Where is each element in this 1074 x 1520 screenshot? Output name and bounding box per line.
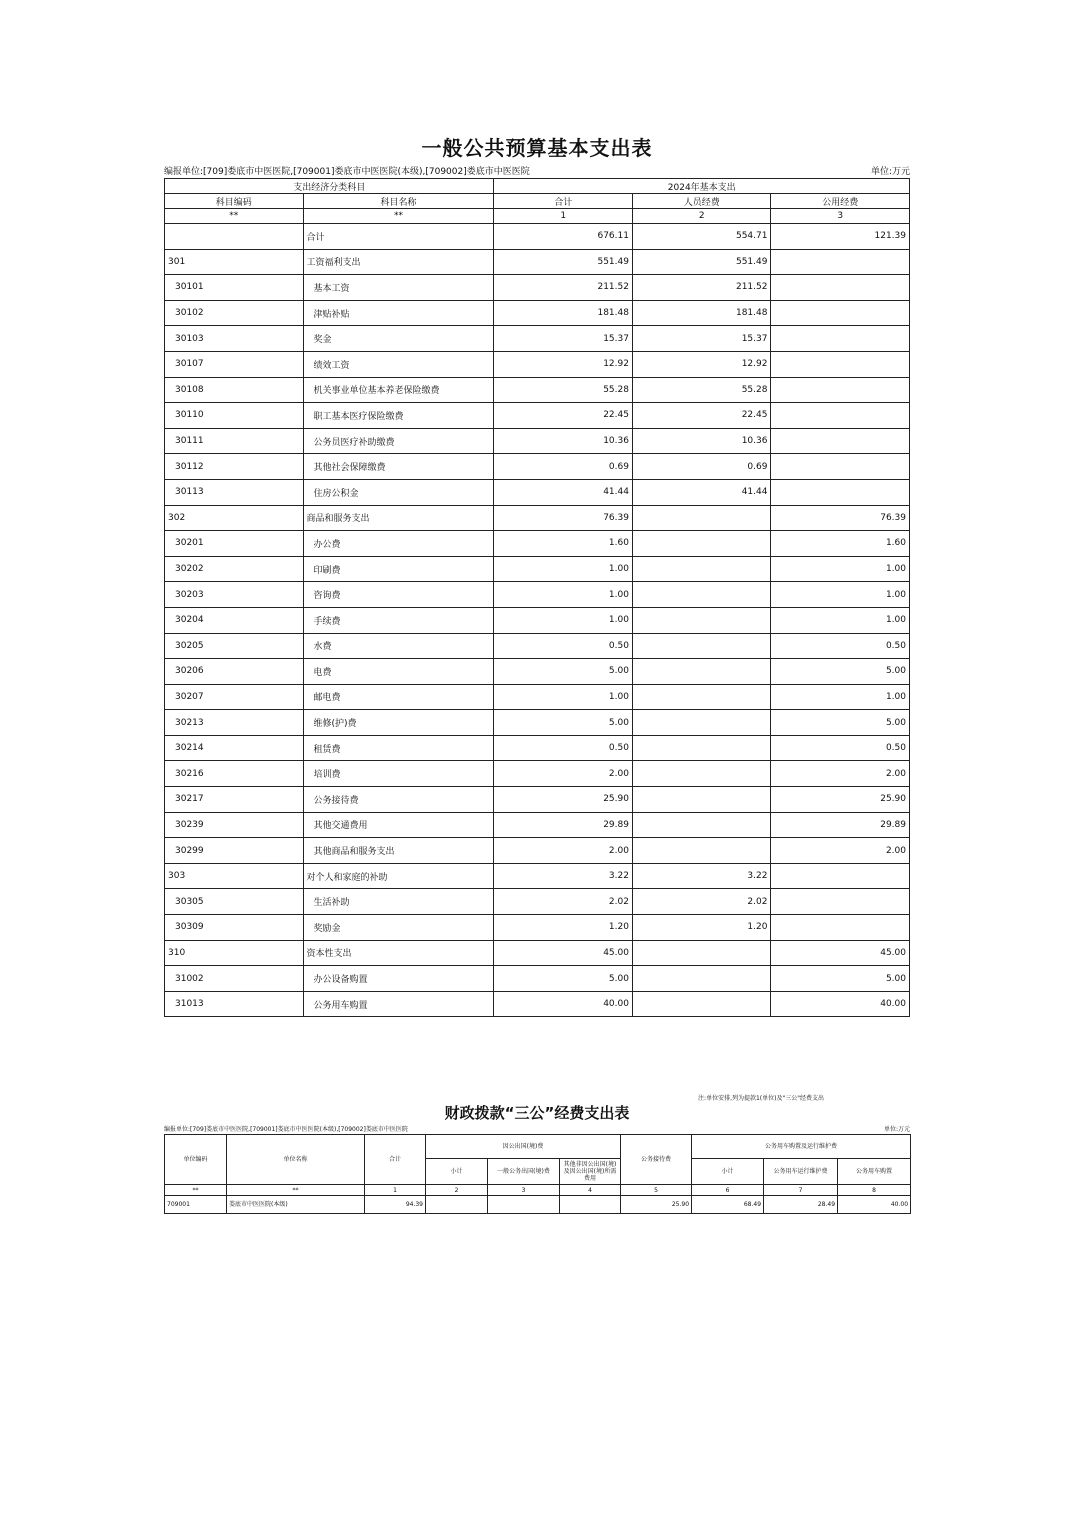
row-public: 1.00 xyxy=(771,582,910,608)
t2-row-vehicle-buy: 40.00 xyxy=(838,1196,911,1214)
row-personnel: 2.02 xyxy=(632,889,771,915)
table-row xyxy=(165,684,910,710)
row-code: 30216 xyxy=(165,761,304,787)
row-name: 其他商品和服务支出 xyxy=(303,838,494,864)
t2-index-cell: 6 xyxy=(692,1185,764,1196)
table-row xyxy=(165,787,910,813)
row-total: 29.89 xyxy=(494,812,633,838)
header-name: 科目名称 xyxy=(303,194,494,209)
t2-row-abroad-sub xyxy=(426,1196,488,1214)
row-total: 45.00 xyxy=(494,940,633,966)
table-row xyxy=(165,351,910,377)
budget-table-title: 一般公共预算基本支出表 xyxy=(421,136,653,160)
t2-header-code: 单位编码 xyxy=(165,1135,227,1185)
total-amount: 676.11 xyxy=(494,224,633,250)
table-row xyxy=(165,915,910,941)
row-public xyxy=(771,326,910,352)
table-row xyxy=(165,607,910,633)
row-code: 30110 xyxy=(165,403,304,429)
header-total: 合计 xyxy=(494,194,633,209)
row-public: 29.89 xyxy=(771,812,910,838)
row-name: 其他交通费用 xyxy=(303,812,494,838)
header-code: 科目编码 xyxy=(165,194,304,209)
t2-header-abroad-other: 其他非因公出国(境)及因公出国(境)所需费用 xyxy=(560,1159,621,1185)
table-row xyxy=(165,582,910,608)
row-personnel: 3.22 xyxy=(632,863,771,889)
row-total: 211.52 xyxy=(494,275,633,301)
row-public xyxy=(771,454,910,480)
reporting-unit-label: 编报单位:[709]娄底市中医医院,[709001]娄底市中医医院(本级),[709002]娄底市中医医院 xyxy=(164,167,530,177)
t2-index-cell: 3 xyxy=(488,1185,560,1196)
row-personnel xyxy=(632,684,771,710)
row-public xyxy=(771,889,910,915)
table-row xyxy=(165,479,910,505)
table-row xyxy=(165,275,910,301)
row-total: 10.36 xyxy=(494,428,633,454)
t2-header-vehicle-sub: 小计 xyxy=(692,1159,764,1185)
t2-index-cell: 7 xyxy=(764,1185,838,1196)
row-public: 25.90 xyxy=(771,787,910,813)
row-personnel xyxy=(632,607,771,633)
row-total: 15.37 xyxy=(494,326,633,352)
row-code: 30112 xyxy=(165,454,304,480)
t2-index-row xyxy=(165,1185,911,1196)
row-personnel xyxy=(632,991,771,1017)
t2-index-cell: 5 xyxy=(621,1185,692,1196)
row-total: 76.39 xyxy=(494,505,633,531)
row-code: 30305 xyxy=(165,889,304,915)
table-row xyxy=(165,838,910,864)
row-code: 303 xyxy=(165,863,304,889)
table-row xyxy=(165,889,910,915)
row-total: 1.00 xyxy=(494,556,633,582)
t2-header-vehicle-buy: 公务用车购置 xyxy=(838,1159,911,1185)
index-personnel: 2 xyxy=(632,209,771,224)
row-total: 40.00 xyxy=(494,991,633,1017)
row-personnel xyxy=(632,582,771,608)
table-row xyxy=(165,761,910,787)
row-personnel xyxy=(632,940,771,966)
row-personnel xyxy=(632,787,771,813)
row-code: 30203 xyxy=(165,582,304,608)
table-row xyxy=(165,300,910,326)
header-personnel: 人员经费 xyxy=(632,194,771,209)
row-public: 0.50 xyxy=(771,735,910,761)
row-code: 30102 xyxy=(165,300,304,326)
row-name: 咨询费 xyxy=(303,582,494,608)
row-name: 维修(护)费 xyxy=(303,710,494,736)
table-row xyxy=(165,710,910,736)
table-row xyxy=(165,735,910,761)
table-row xyxy=(165,403,910,429)
row-personnel: 551.49 xyxy=(632,249,771,275)
row-code: 302 xyxy=(165,505,304,531)
row-name: 公务用车购置 xyxy=(303,991,494,1017)
row-personnel: 15.37 xyxy=(632,326,771,352)
table-row xyxy=(165,991,910,1017)
row-public: 1.60 xyxy=(771,531,910,557)
row-personnel: 41.44 xyxy=(632,479,771,505)
t2-header-row-1 xyxy=(165,1135,911,1159)
t2-header-abroad-group: 因公出国(境)费 xyxy=(426,1135,621,1159)
header-group-row xyxy=(165,179,910,194)
total-personnel: 554.71 xyxy=(632,224,771,250)
row-public: 2.00 xyxy=(771,761,910,787)
row-personnel xyxy=(632,735,771,761)
row-public: 1.00 xyxy=(771,607,910,633)
row-code: 30107 xyxy=(165,351,304,377)
row-name: 电费 xyxy=(303,659,494,685)
table-row xyxy=(165,659,910,685)
index-public: 3 xyxy=(771,209,910,224)
row-personnel xyxy=(632,505,771,531)
table-row xyxy=(165,940,910,966)
row-public: 5.00 xyxy=(771,710,910,736)
row-name: 手续费 xyxy=(303,607,494,633)
currency-unit-label: 单位:万元 xyxy=(870,167,910,177)
row-personnel xyxy=(632,710,771,736)
table-row xyxy=(165,966,910,992)
row-personnel xyxy=(632,531,771,557)
row-total: 5.00 xyxy=(494,710,633,736)
row-code: 30299 xyxy=(165,838,304,864)
row-public: 45.00 xyxy=(771,940,910,966)
t2-index-cell: 1 xyxy=(365,1185,426,1196)
row-personnel: 1.20 xyxy=(632,915,771,941)
row-name: 资本性支出 xyxy=(303,940,494,966)
row-code: 30202 xyxy=(165,556,304,582)
t2-row-name: 娄底市中医医院(本级) xyxy=(227,1196,365,1214)
t2-header-abroad-general: 一般公务出国(境)费 xyxy=(488,1159,560,1185)
index-total: 1 xyxy=(494,209,633,224)
t2-index-cell: ** xyxy=(227,1185,365,1196)
row-name: 基本工资 xyxy=(303,275,494,301)
row-code: 30101 xyxy=(165,275,304,301)
table-row xyxy=(165,556,910,582)
row-personnel: 181.48 xyxy=(632,300,771,326)
row-name: 对个人和家庭的补助 xyxy=(303,863,494,889)
three-public-table xyxy=(164,1134,911,1214)
row-public: 76.39 xyxy=(771,505,910,531)
row-name: 印刷费 xyxy=(303,556,494,582)
header-index-row xyxy=(165,209,910,224)
row-code: 30201 xyxy=(165,531,304,557)
row-total: 41.44 xyxy=(494,479,633,505)
row-code: 30113 xyxy=(165,479,304,505)
row-total: 0.50 xyxy=(494,633,633,659)
three-public-currency: 单位:万元 xyxy=(883,1126,910,1133)
row-name: 商品和服务支出 xyxy=(303,505,494,531)
table-row xyxy=(165,531,910,557)
row-name: 培训费 xyxy=(303,761,494,787)
row-code: 30205 xyxy=(165,633,304,659)
row-personnel: 0.69 xyxy=(632,454,771,480)
row-total: 5.00 xyxy=(494,966,633,992)
row-code: 30204 xyxy=(165,607,304,633)
row-personnel: 10.36 xyxy=(632,428,771,454)
three-public-unit-label: 编报单位:[709]娄底市中医医院,[709001]娄底市中医医院(本级),[709002]娄底市中医医院 xyxy=(164,1126,408,1133)
row-code: 30214 xyxy=(165,735,304,761)
row-name: 其他社会保障缴费 xyxy=(303,454,494,480)
t2-header-abroad-sub: 小计 xyxy=(426,1159,488,1185)
row-public xyxy=(771,377,910,403)
row-total: 5.00 xyxy=(494,659,633,685)
t2-row-total: 94.39 xyxy=(365,1196,426,1214)
table-row xyxy=(165,505,910,531)
row-public xyxy=(771,403,910,429)
row-public: 1.00 xyxy=(771,556,910,582)
row-public xyxy=(771,863,910,889)
t2-header-reception: 公务接待费 xyxy=(621,1135,692,1185)
row-total: 12.92 xyxy=(494,351,633,377)
index-code: ** xyxy=(165,209,304,224)
row-total: 2.00 xyxy=(494,761,633,787)
row-name: 办公设备购置 xyxy=(303,966,494,992)
row-name: 机关事业单位基本养老保险缴费 xyxy=(303,377,494,403)
row-total: 0.69 xyxy=(494,454,633,480)
budget-table-meta xyxy=(164,164,910,178)
row-code: 30217 xyxy=(165,787,304,813)
row-code: 30239 xyxy=(165,812,304,838)
row-public: 5.00 xyxy=(771,966,910,992)
row-total: 22.45 xyxy=(494,403,633,429)
index-name: ** xyxy=(303,209,494,224)
row-name: 公务员医疗补助缴费 xyxy=(303,428,494,454)
t2-index-cell: 8 xyxy=(838,1185,911,1196)
t2-index-cell: 4 xyxy=(560,1185,621,1196)
row-code: 30213 xyxy=(165,710,304,736)
three-public-title: 财政拨款“三公”经费支出表 xyxy=(444,1104,630,1122)
row-public: 5.00 xyxy=(771,659,910,685)
row-name: 办公费 xyxy=(303,531,494,557)
t2-row-abroad-other xyxy=(560,1196,621,1214)
t2-row-abroad-general xyxy=(488,1196,560,1214)
total-name: 合计 xyxy=(303,224,494,250)
row-personnel xyxy=(632,838,771,864)
row-name: 职工基本医疗保险缴费 xyxy=(303,403,494,429)
header-public: 公用经费 xyxy=(771,194,910,209)
table-row xyxy=(165,633,910,659)
row-code: 30309 xyxy=(165,915,304,941)
header-econ-class: 支出经济分类科目 xyxy=(165,179,494,194)
t2-index-cell: 2 xyxy=(426,1185,488,1196)
row-public xyxy=(771,479,910,505)
row-public xyxy=(771,351,910,377)
t2-header-total: 合计 xyxy=(365,1135,426,1185)
row-name: 租赁费 xyxy=(303,735,494,761)
row-code: 30206 xyxy=(165,659,304,685)
header-2024-basic: 2024年基本支出 xyxy=(494,179,910,194)
t2-header-vehicle-group: 公务用车购置及运行维护费 xyxy=(692,1135,911,1159)
row-total: 25.90 xyxy=(494,787,633,813)
t2-row-code: 709001 xyxy=(165,1196,227,1214)
table-row xyxy=(165,249,910,275)
row-personnel: 22.45 xyxy=(632,403,771,429)
row-total: 2.02 xyxy=(494,889,633,915)
t2-header-name: 单位名称 xyxy=(227,1135,365,1185)
table-row xyxy=(165,428,910,454)
row-public xyxy=(771,300,910,326)
row-total: 3.22 xyxy=(494,863,633,889)
t2-row-vehicle-run: 28.49 xyxy=(764,1196,838,1214)
row-total: 1.00 xyxy=(494,607,633,633)
table-row xyxy=(165,812,910,838)
row-code: 310 xyxy=(165,940,304,966)
total-code xyxy=(165,224,304,250)
row-total: 1.00 xyxy=(494,684,633,710)
row-code: 30207 xyxy=(165,684,304,710)
row-name: 邮电费 xyxy=(303,684,494,710)
row-name: 工资福利支出 xyxy=(303,249,494,275)
row-code: 30108 xyxy=(165,377,304,403)
row-public: 1.00 xyxy=(771,684,910,710)
row-total: 1.60 xyxy=(494,531,633,557)
row-personnel xyxy=(632,633,771,659)
table-row xyxy=(165,863,910,889)
table-row xyxy=(165,326,910,352)
row-public: 40.00 xyxy=(771,991,910,1017)
row-name: 绩效工资 xyxy=(303,351,494,377)
table-row xyxy=(165,454,910,480)
row-total: 2.00 xyxy=(494,838,633,864)
row-personnel xyxy=(632,556,771,582)
t2-row-vehicle-sub: 68.49 xyxy=(692,1196,764,1214)
t2-data-row xyxy=(165,1196,911,1214)
row-name: 水费 xyxy=(303,633,494,659)
row-total: 551.49 xyxy=(494,249,633,275)
row-name: 津贴补贴 xyxy=(303,300,494,326)
row-code: 31013 xyxy=(165,991,304,1017)
row-public: 2.00 xyxy=(771,838,910,864)
row-total: 1.00 xyxy=(494,582,633,608)
row-total: 55.28 xyxy=(494,377,633,403)
row-public xyxy=(771,428,910,454)
row-name: 住房公积金 xyxy=(303,479,494,505)
three-public-note: 注:单位安排,列为提款1(单位)及"三公"经费支出 xyxy=(698,1095,824,1102)
row-personnel: 12.92 xyxy=(632,351,771,377)
t2-index-cell: ** xyxy=(165,1185,227,1196)
row-public xyxy=(771,915,910,941)
row-personnel xyxy=(632,659,771,685)
total-public: 121.39 xyxy=(771,224,910,250)
total-row xyxy=(165,224,910,250)
row-personnel: 55.28 xyxy=(632,377,771,403)
row-code: 301 xyxy=(165,249,304,275)
row-total: 1.20 xyxy=(494,915,633,941)
row-personnel xyxy=(632,761,771,787)
row-public xyxy=(771,249,910,275)
row-personnel xyxy=(632,966,771,992)
row-total: 181.48 xyxy=(494,300,633,326)
row-code: 30103 xyxy=(165,326,304,352)
row-code: 31002 xyxy=(165,966,304,992)
row-total: 0.50 xyxy=(494,735,633,761)
row-personnel xyxy=(632,812,771,838)
row-name: 奖励金 xyxy=(303,915,494,941)
t2-header-vehicle-run: 公务用车运行维护费 xyxy=(764,1159,838,1185)
t2-row-reception: 25.90 xyxy=(621,1196,692,1214)
basic-expenditure-table xyxy=(164,178,910,1017)
row-public xyxy=(771,275,910,301)
row-code: 30111 xyxy=(165,428,304,454)
row-name: 生活补助 xyxy=(303,889,494,915)
header-column-row xyxy=(165,194,910,209)
row-personnel: 211.52 xyxy=(632,275,771,301)
row-public: 0.50 xyxy=(771,633,910,659)
table-row xyxy=(165,377,910,403)
row-name: 公务接待费 xyxy=(303,787,494,813)
three-public-meta xyxy=(164,1124,910,1134)
row-name: 奖金 xyxy=(303,326,494,352)
